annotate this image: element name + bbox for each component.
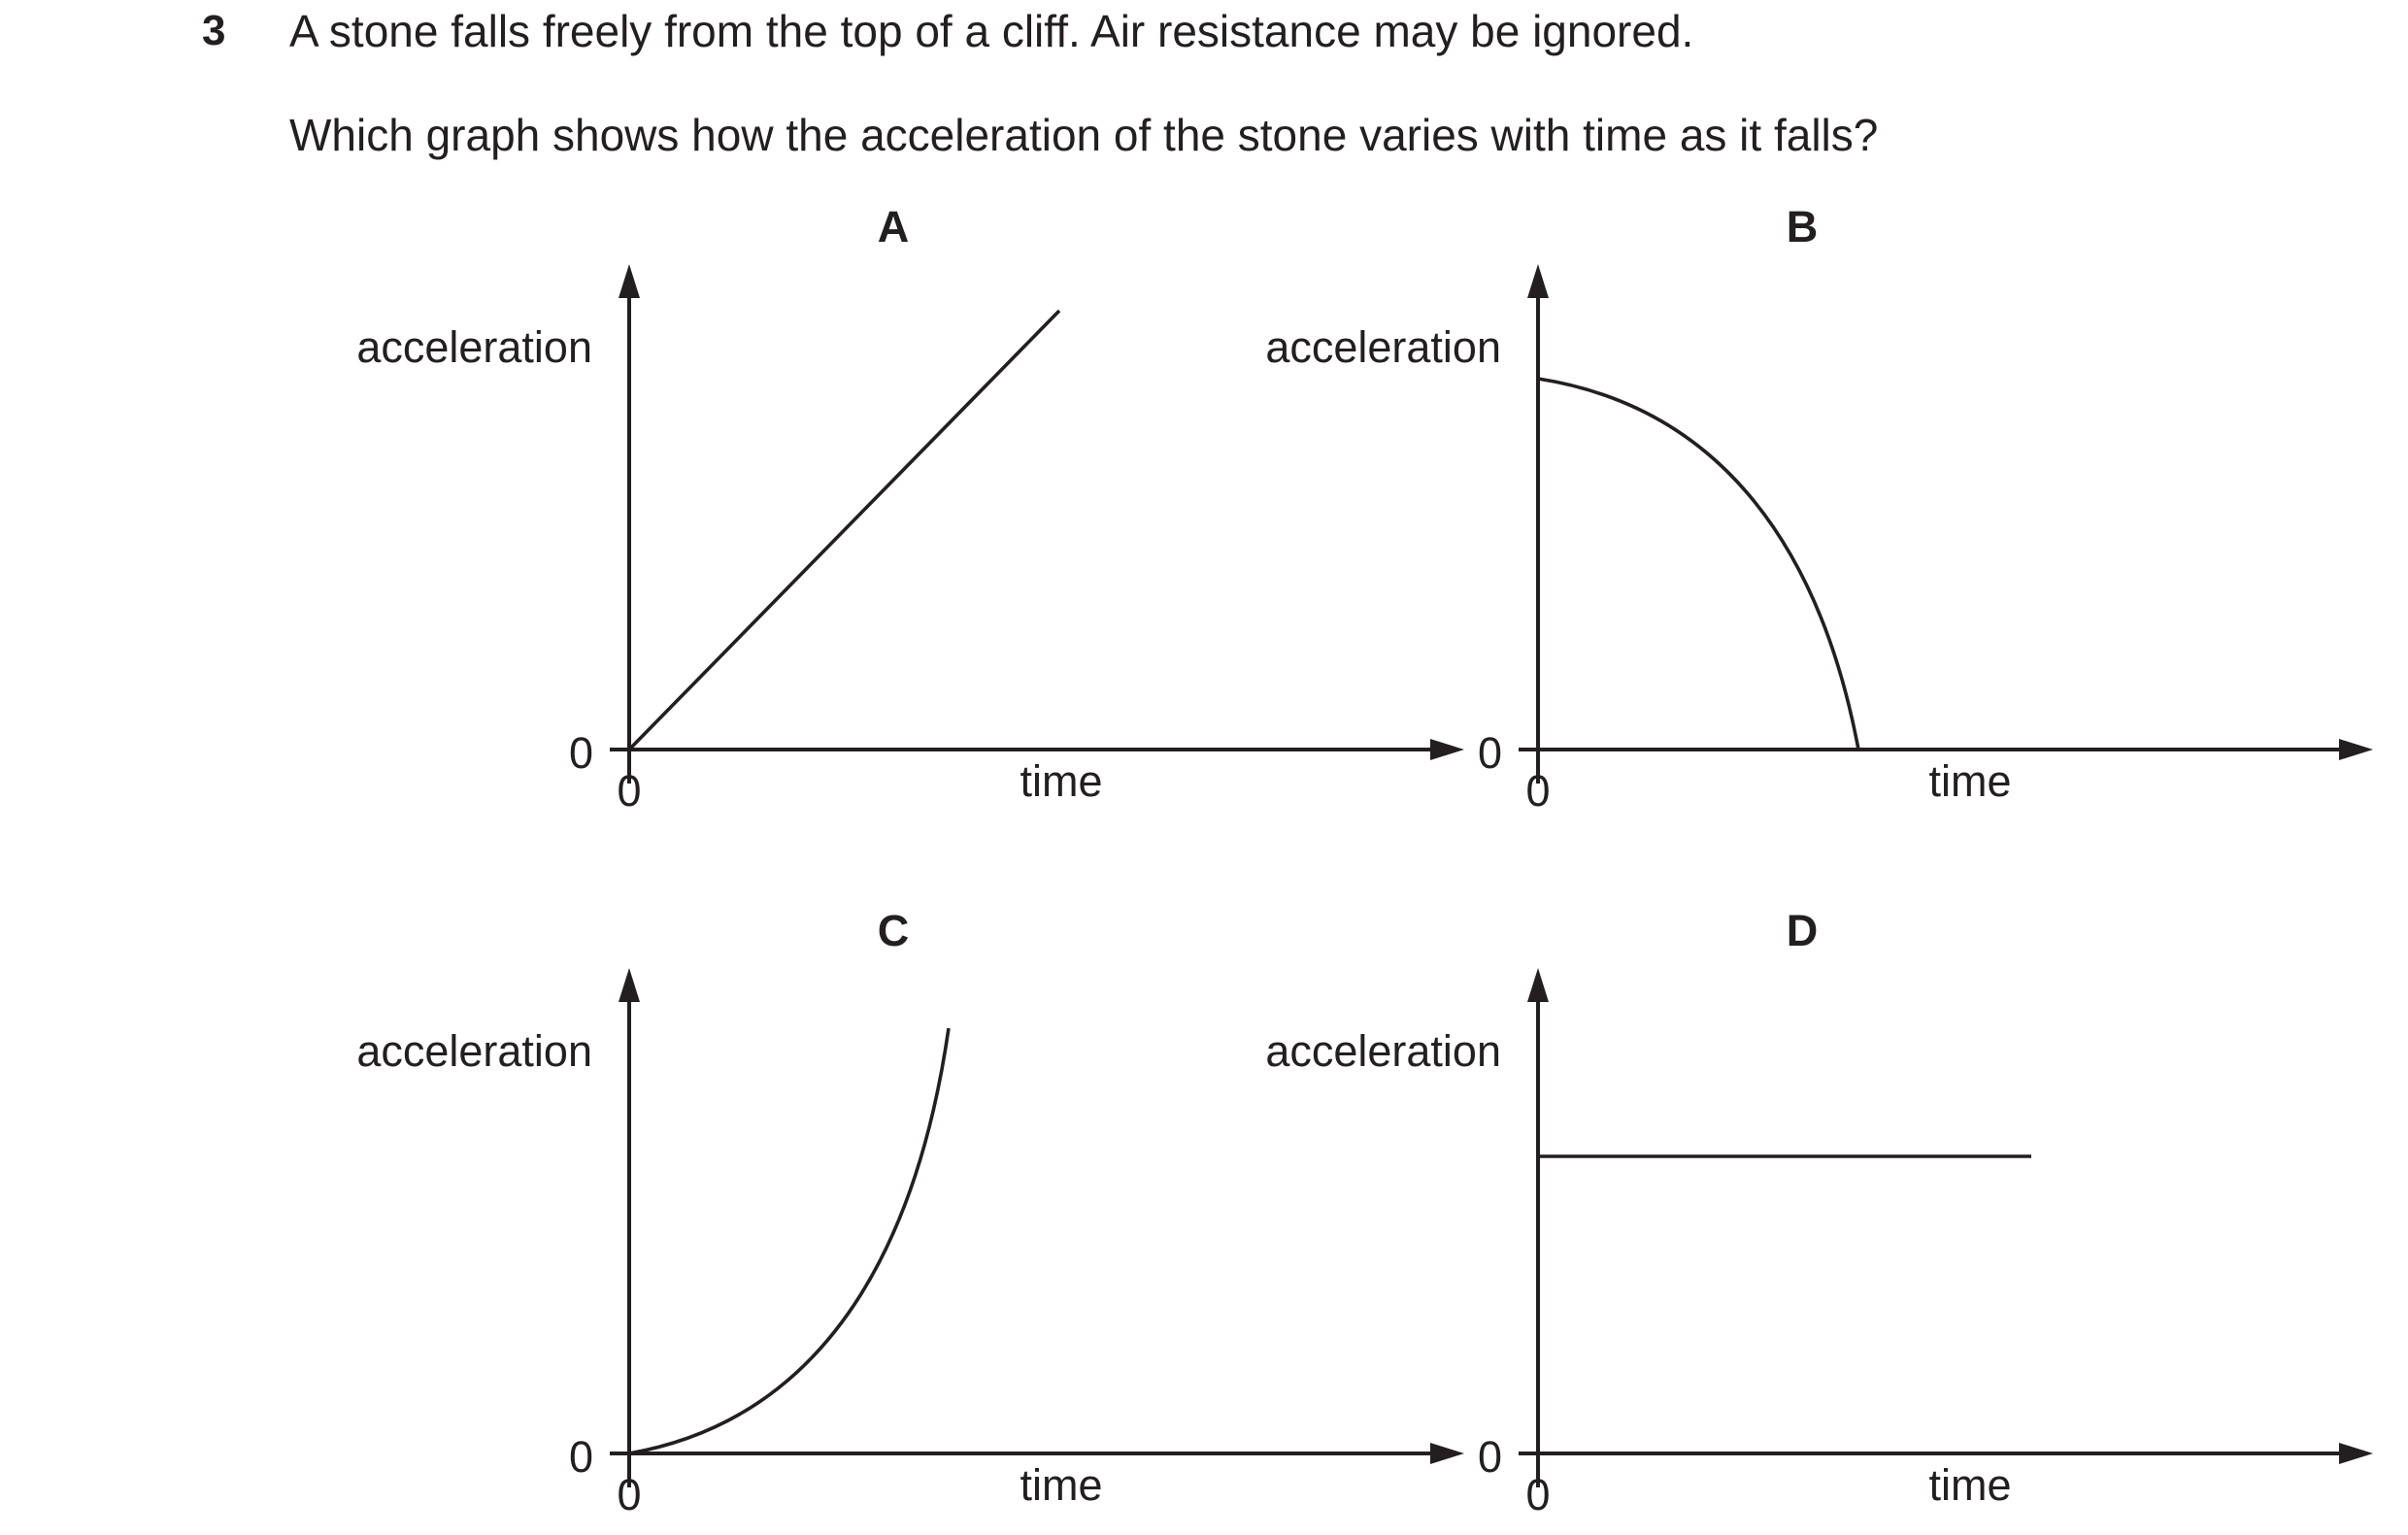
x-axis-label: time [1928,1460,2012,1510]
y-axis-label: acceleration [1265,322,1501,372]
graph-b [1200,184,2171,825]
y-axis-label: acceleration [356,1026,592,1076]
graph-curve [1538,379,1858,750]
graph-d [1200,888,2171,1529]
y-origin-label: 0 [568,1432,593,1482]
graph-c-svg [291,888,1262,1529]
y-axis-arrow [1527,968,1549,1002]
x-axis-label: time [1020,756,1103,806]
y-origin-label: 0 [1477,1432,1502,1482]
graph-c [291,888,1262,1529]
graph-b-svg [1200,184,2171,825]
graph-label: C [877,906,910,955]
graph-label: B [1786,202,1819,251]
y-origin-label: 0 [568,728,593,778]
graph-curve [629,1028,949,1453]
x-axis-arrow [2339,739,2373,760]
x-origin-label: 0 [617,766,642,816]
graph-d-svg [1200,888,2171,1529]
y-axis-arrow [619,264,640,298]
y-axis-arrow [619,968,640,1002]
x-axis-label: time [1928,756,2012,806]
y-axis-label: acceleration [1265,1026,1501,1076]
graph-label: D [1786,906,1819,955]
graph-a-svg [291,184,1262,825]
graph-line [629,311,1059,750]
question-number: 3 [202,7,226,54]
question-text: A stone falls freely from the top of a cliff. Air resistance may be ignored. [289,6,1694,56]
y-origin-label: 0 [1477,728,1502,778]
x-axis-arrow [2339,1443,2373,1464]
graph-label: A [877,202,910,251]
x-origin-label: 0 [617,1470,642,1519]
y-axis-label: acceleration [356,322,592,372]
x-axis-label: time [1020,1460,1103,1510]
y-axis-arrow [1527,264,1549,298]
x-origin-label: 0 [1525,1470,1551,1519]
x-origin-label: 0 [1525,766,1551,816]
question-prompt: Which graph shows how the acceleration of the stone varies with time as it falls? [289,110,1879,160]
graph-a [291,184,1262,825]
